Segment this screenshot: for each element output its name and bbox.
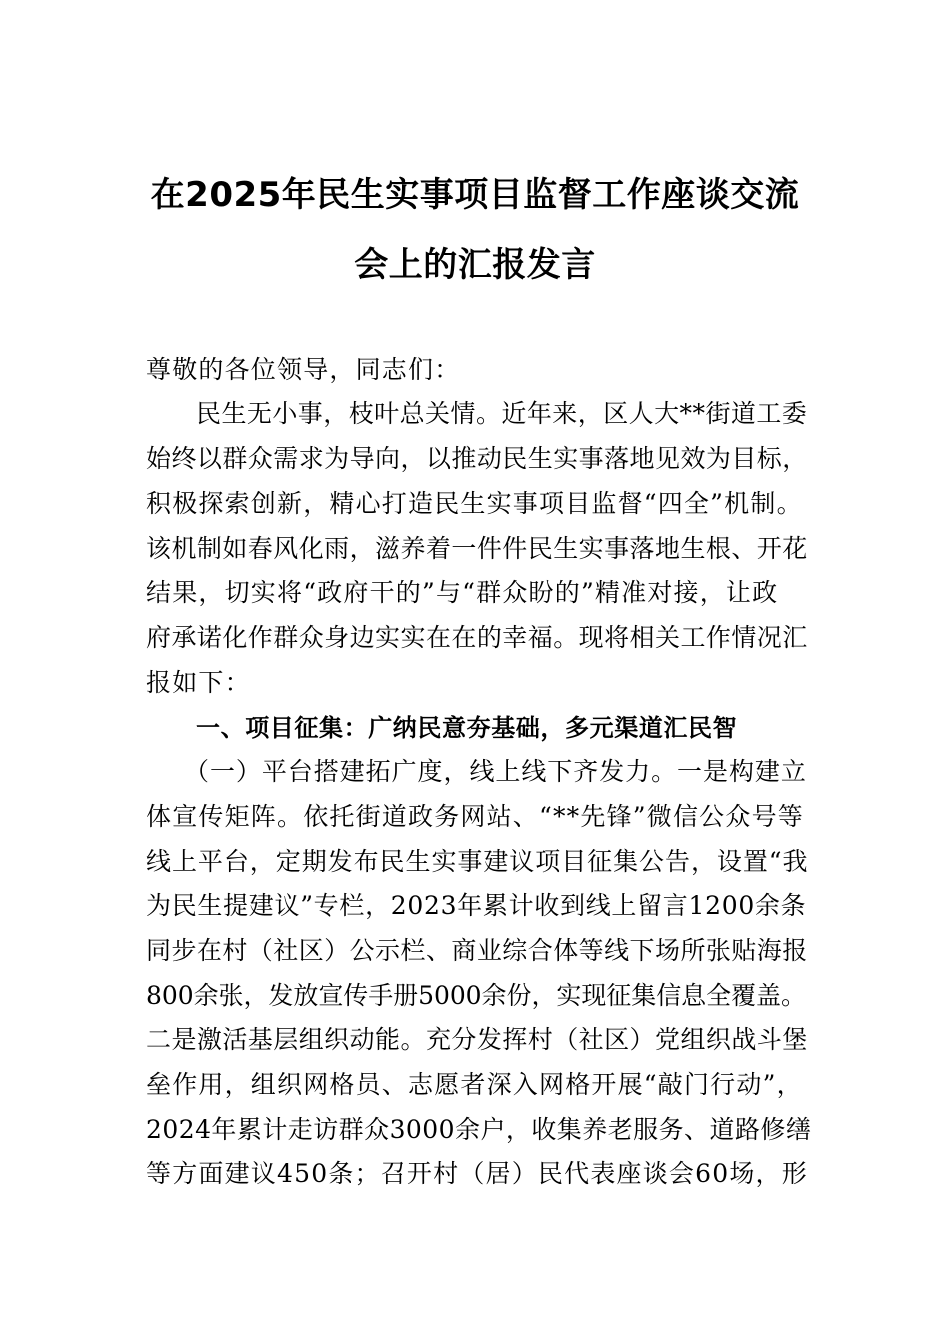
paragraph-line: 二是激活基层组织动能。充分发挥村（社区）党组织战斗堡 bbox=[146, 1025, 808, 1054]
paragraph-line: 民生无小事，枝叶总关情。近年来，区人大**街道工委 bbox=[196, 399, 808, 428]
paragraph-line: 同步在村（社区）公示栏、商业综合体等线下场所张贴海报 bbox=[146, 936, 808, 965]
document-title-line-2: 会上的汇报发言 bbox=[354, 245, 596, 285]
paragraph-line: 800余张，发放宣传手册5000余份，实现征集信息全覆盖。 bbox=[146, 981, 806, 1010]
paragraph-line: 线上平台，定期发布民生实事建议项目征集公告，设置“我 bbox=[146, 847, 809, 876]
paragraph-line: 垒作用，组织网格员、志愿者深入网格开展“敲门行动”， bbox=[146, 1070, 803, 1099]
subsection-line: （一）平台搭建拓广度，线上线下齐发力。一是构建立 bbox=[184, 757, 807, 786]
paragraph-line: 2024年累计走访群众3000余户，收集养老服务、道路修缮 bbox=[146, 1115, 812, 1144]
paragraph-line: 该机制如春风化雨，滋养着一件件民生实事落地生根、开花 bbox=[146, 534, 808, 563]
paragraph-line: 府承诺化作群众身边实实在在的幸福。现将相关工作情况汇 bbox=[146, 623, 808, 652]
salutation: 尊敬的各位领导，同志们： bbox=[146, 355, 461, 384]
paragraph-line: 等方面建议450条；召开村（居）民代表座谈会60场，形 bbox=[146, 1159, 808, 1188]
paragraph-line: 积极探索创新，精心打造民生实事项目监督“四全”机制。 bbox=[146, 489, 803, 518]
section-heading: 一、项目征集：广纳民意夯基础，多元渠道汇民智 bbox=[196, 714, 738, 742]
paragraph-line: 体宣传矩阵。依托街道政务网站、“**先锋”微信公众号等 bbox=[146, 802, 804, 831]
paragraph-line: 结果，切实将“政府干的”与“群众盼的”精准对接，让政 bbox=[146, 578, 779, 607]
document-title-line-1: 在2025年民生实事项目监督工作座谈交流 bbox=[150, 175, 800, 215]
paragraph-line: 报如下： bbox=[146, 668, 251, 697]
paragraph-line: 为民生提建议”专栏，2023年累计收到线上留言1200余条 bbox=[146, 891, 807, 920]
paragraph-line: 始终以群众需求为导向，以推动民生实事落地见效为目标， bbox=[146, 444, 808, 473]
